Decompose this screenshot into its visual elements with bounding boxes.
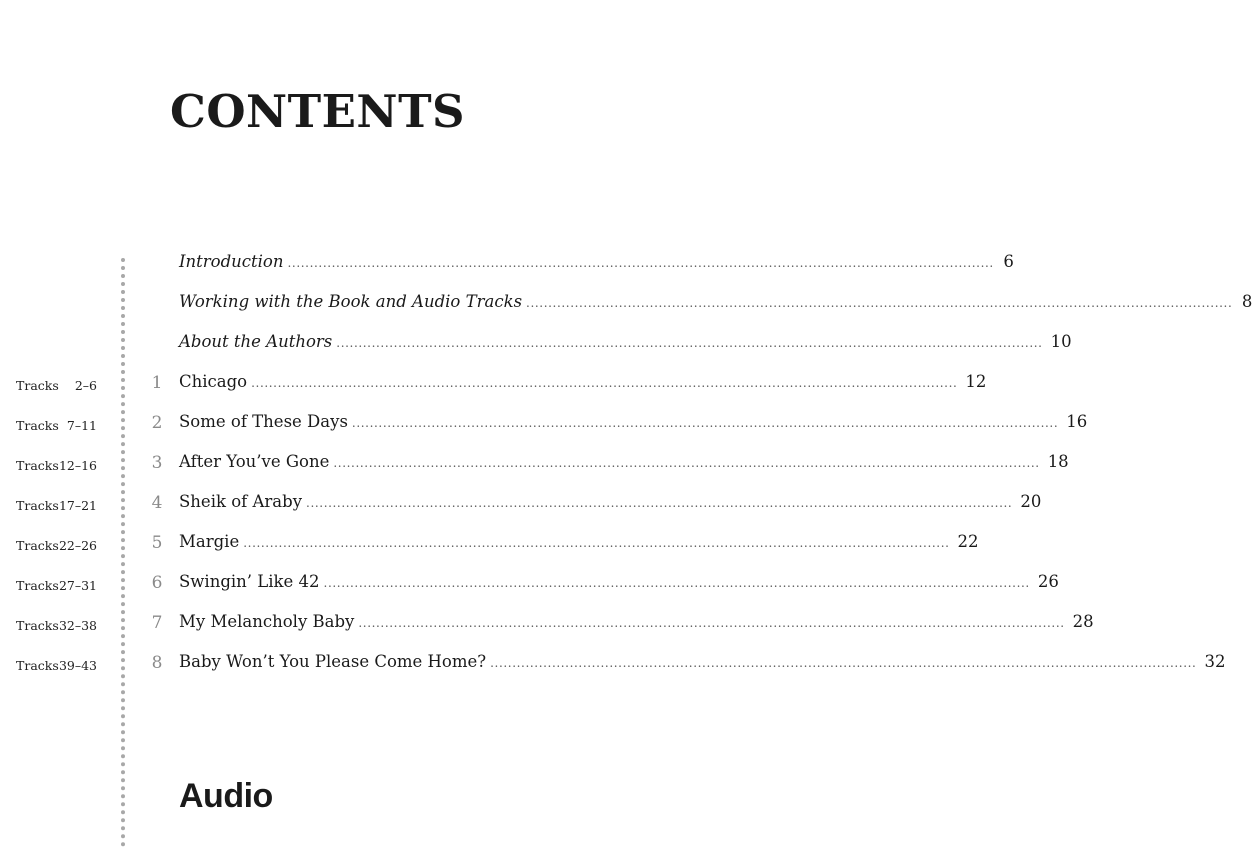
toc-chapter-1[interactable] — [0, 366, 987, 406]
tracks-range: 12–16 — [58, 458, 97, 473]
tracks-range: 17–21 — [58, 498, 97, 513]
page-title: CONTENTS — [170, 85, 466, 138]
chapter-number: 6 — [151, 573, 163, 593]
toc-chapter-6[interactable] — [0, 566, 1059, 606]
tracks-label: Tracks — [16, 458, 59, 473]
chapter-number: 3 — [151, 453, 163, 473]
page-number: 6 — [1003, 252, 1014, 271]
tracks-range: 32–38 — [58, 618, 97, 633]
dot-leader: ................................................................................................................................................................ — [306, 496, 1013, 510]
tracks-label: Tracks — [16, 658, 59, 673]
dot-leader: ................................................................................................................................................................ — [333, 456, 1040, 470]
page-number: 32 — [1204, 652, 1226, 671]
tracks-label: Tracks — [16, 378, 59, 393]
page-number: 8 — [1241, 292, 1252, 311]
page-number: 28 — [1072, 612, 1094, 631]
page-number: 26 — [1037, 572, 1059, 591]
page-number: 18 — [1047, 452, 1069, 471]
toc-entry-about-authors[interactable] — [0, 326, 1072, 366]
entry-title: My Melancholy Baby — [179, 612, 355, 631]
toc-entry-working-with-book[interactable] — [0, 286, 1252, 326]
chapter-number: 2 — [151, 413, 163, 433]
entry-title: Chicago — [179, 372, 248, 391]
tracks-range: 27–31 — [58, 578, 97, 593]
toc-chapter-8[interactable] — [0, 646, 1226, 686]
tracks-label: Tracks — [16, 618, 59, 633]
tracks-range: 7–11 — [66, 418, 97, 433]
dot-leader: ................................................................................................................................................................ — [336, 336, 1043, 350]
tracks-label: Tracks — [16, 498, 59, 513]
tracks-range: 22–26 — [58, 538, 97, 553]
toc-chapter-7[interactable] — [0, 606, 1094, 646]
chapter-number: 8 — [151, 653, 163, 673]
entry-title: Baby Won’t You Please Come Home? — [179, 652, 487, 671]
entry-title: Introduction — [179, 252, 284, 271]
page-number: 12 — [965, 372, 987, 391]
dot-leader: ................................................................................................................................................................ — [323, 576, 1030, 590]
dot-leader: ................................................................................................................................................................ — [358, 616, 1065, 630]
entry-title: Working with the Book and Audio Tracks — [179, 292, 523, 311]
dot-leader: ................................................................................................................................................................ — [243, 536, 950, 550]
chapter-number: 4 — [151, 493, 163, 513]
entry-title: Margie — [179, 532, 240, 551]
page-number: 16 — [1066, 412, 1088, 431]
toc-entry-introduction[interactable] — [0, 246, 1014, 286]
dot-leader: ................................................................................................................................................................ — [490, 656, 1197, 670]
toc-chapter-5[interactable] — [0, 526, 979, 566]
entry-title: Some of These Days — [179, 412, 348, 431]
dot-leader: ................................................................................................................................................................ — [251, 376, 958, 390]
entry-title: About the Authors — [179, 332, 333, 351]
toc-chapter-2[interactable] — [0, 406, 1088, 446]
page-number: 20 — [1020, 492, 1042, 511]
tracks-label: Tracks — [16, 538, 59, 553]
tracks-range: 39–43 — [58, 658, 97, 673]
dot-leader: ................................................................................................................................................................ — [287, 256, 994, 270]
toc-chapter-3[interactable] — [0, 446, 1069, 486]
chapter-number: 1 — [151, 373, 163, 393]
chapter-number: 5 — [151, 533, 163, 553]
tracks-range: 2–6 — [74, 378, 97, 393]
page-number: 22 — [957, 532, 979, 551]
audio-section-heading: Audio — [179, 777, 273, 815]
entry-title: Sheik of Araby — [179, 492, 303, 511]
dot-leader: ................................................................................................................................................................ — [351, 416, 1059, 430]
entry-title: Swingin’ Like 42 — [179, 572, 320, 591]
dot-leader: ................................................................................................................................................................ — [526, 296, 1233, 310]
chapter-number: 7 — [151, 613, 163, 633]
page-number: 10 — [1050, 332, 1072, 351]
toc-chapter-4[interactable] — [0, 486, 1042, 526]
tracks-label: Tracks — [16, 418, 59, 433]
tracks-label: Tracks — [16, 578, 59, 593]
entry-title: After You’ve Gone — [179, 452, 330, 471]
